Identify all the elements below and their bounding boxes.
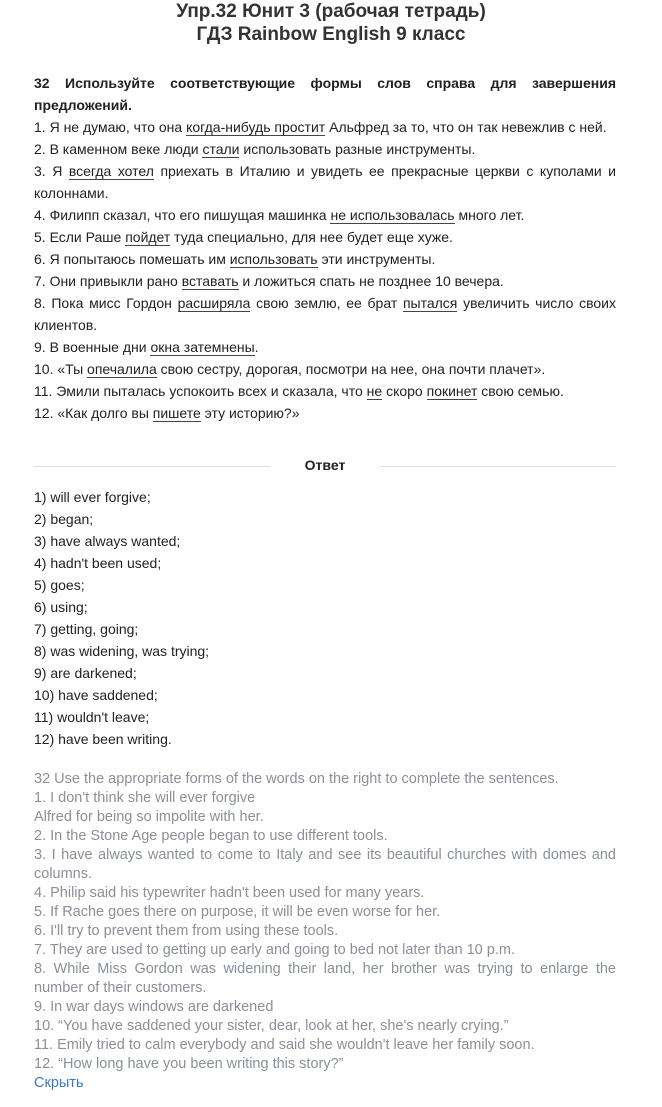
translation-line: 9. In war days windows are darkened — [34, 999, 274, 1015]
answer-label: Ответ — [304, 457, 346, 473]
sentence-part: Альфред за то, что он так невежлив с ней. — [325, 119, 607, 135]
sentence-part: 5. Если Раше — [34, 229, 126, 245]
hide-link[interactable]: Скрыть — [34, 1075, 84, 1091]
task-heading: 32 Используйте соответствующие формы слов справа для завершения предложений. — [34, 75, 616, 113]
task-items — [34, 116, 616, 424]
translation-line: 11. Emily tried to calm everybody and said she wouldn't leave her family soon. — [34, 1037, 535, 1053]
task-item — [34, 204, 616, 226]
answer-item: 3) have always wanted; — [34, 533, 181, 549]
page-title — [0, 0, 662, 46]
sentence-part: 1. Я не думаю, что она — [34, 119, 187, 135]
task-item — [34, 116, 616, 138]
sentence-part: увеличить число своих клиентов. — [34, 295, 616, 333]
sentence-part: 7. Они привыкли рано — [34, 273, 182, 289]
underlined-answer: использовать — [229, 251, 318, 267]
translation-line: 32 Use the appropriate forms of the words on the right to complete the sentences. — [34, 771, 559, 787]
underlined-answer: окна затемнены — [150, 339, 255, 355]
translation-line: 2. In the Stone Age people began to use different tools. — [34, 828, 388, 844]
task-item — [34, 292, 616, 336]
underlined-answer: вставать — [181, 273, 239, 289]
translation-line: 5. If Rache goes there on purpose, it will be even worse for her. — [34, 904, 441, 920]
sentence-part: эти инструменты. — [317, 251, 436, 267]
answer-item: 11) wouldn't leave; — [34, 709, 150, 725]
sentence-part: свою сестру, дорогая, посмотри на нее, она почти плачет». — [156, 361, 546, 377]
title-line-2: ГДЗ Rainbow English 9 класс — [196, 24, 466, 45]
answer-item: 7) getting, going; — [34, 621, 139, 637]
answer-divider — [34, 456, 616, 476]
task-item — [34, 402, 616, 424]
translation-line: 3. I have always wanted to come to Italy and see its beautiful churches with domes and columns. — [34, 847, 616, 882]
underlined-answer: пытался — [402, 295, 458, 311]
sentence-part: использовать разные инструменты. — [239, 141, 476, 157]
sentence-part: скоро — [382, 383, 427, 399]
answer-item: 6) using; — [34, 599, 88, 615]
sentence-part: 9. В военные дни — [34, 339, 151, 355]
sentence-part: и ложиться спать не позднее 10 вечера. — [238, 273, 504, 289]
sentence-part: много лет. — [454, 207, 525, 223]
sentence-part: свою землю, ее брат — [250, 295, 403, 311]
task-item — [34, 160, 616, 204]
answer-item: 12) have been writing. — [34, 731, 172, 747]
answer-item: 4) hadn't been used; — [34, 555, 162, 571]
answer-item: 1) will ever forgive; — [34, 489, 151, 505]
task-item — [34, 358, 616, 380]
sentence-part: свою семью. — [477, 383, 564, 399]
translation-line: Alfred for being so impolite with her. — [34, 809, 264, 825]
translation-line: 1. I don't think she will ever forgive — [34, 790, 256, 806]
translation-line: 10. “You have saddened your sister, dear, look at her, she's nearly crying.” — [34, 1018, 509, 1034]
underlined-answer: расширяла — [177, 295, 251, 311]
answer-item: 10) have saddened; — [34, 687, 158, 703]
underlined-answer: покинет — [426, 383, 478, 399]
sentence-part: туда специально, для нее будет еще хуже. — [170, 229, 453, 245]
underlined-answer: пишете — [152, 405, 201, 421]
title-line-1: Упр.32 Юнит 3 (рабочая тетрадь) — [176, 1, 486, 22]
sentence-part: 10. «Ты — [34, 361, 88, 377]
sentence-part: 11. Эмили пыталась успокоить всех и сказала, что — [34, 383, 367, 399]
task-item — [34, 336, 616, 358]
sentence-part: приехать в Италию и увидеть ее прекрасные церкви с куполами и колоннами. — [34, 163, 616, 201]
underlined-answer: стали — [202, 141, 240, 157]
underlined-answer: не — [366, 383, 383, 399]
divider-line-right — [380, 466, 616, 467]
task-item — [34, 248, 616, 270]
translation-line: 7. They are used to getting up early and going to bed not later than 10 p.m. — [34, 942, 515, 958]
answer-item: 2) began; — [34, 511, 94, 527]
sentence-part: 2. В каменном веке люди — [34, 141, 203, 157]
sentence-part: 3. Я — [34, 163, 69, 179]
translation-lines — [34, 770, 616, 1074]
sentence-part: 8. Пока мисс Гордон — [34, 295, 178, 311]
answer-item: 5) goes; — [34, 577, 85, 593]
answer-item: 8) was widening, was trying; — [34, 643, 210, 659]
underlined-answer: пойдет — [125, 229, 171, 245]
sentence-part: 6. Я попытаюсь помешать им — [34, 251, 230, 267]
answer-item: 9) are darkened; — [34, 665, 137, 681]
task-item — [34, 380, 616, 402]
translation-section — [34, 770, 616, 1093]
translation-line: 6. I'll try to prevent them from using these tools. — [34, 923, 339, 939]
underlined-answer: не использовалась — [330, 207, 455, 223]
sentence-part: 12. «Как долго вы — [34, 405, 153, 421]
underlined-answer: всегда хотел — [68, 163, 154, 179]
task-item — [34, 138, 616, 160]
underlined-answer: опечалила — [87, 361, 157, 377]
sentence-part: эту историю?» — [200, 405, 300, 421]
translation-line: 12. “How long have you been writing this story?” — [34, 1056, 344, 1072]
sentence-part: . — [254, 339, 259, 355]
translation-line: 4. Philip said his typewriter hadn't been used for many years. — [34, 885, 425, 901]
sentence-part: 4. Филипп сказал, что его пишущая машинка — [34, 207, 331, 223]
translation-line: 8. While Miss Gordon was widening their land, her brother was trying to enlarge the number of their customers. — [34, 961, 616, 996]
answer-list — [34, 486, 209, 750]
task-item — [34, 270, 616, 292]
underlined-answer: когда-нибудь простит — [186, 119, 326, 135]
task-section — [34, 72, 616, 424]
task-item — [34, 226, 616, 248]
